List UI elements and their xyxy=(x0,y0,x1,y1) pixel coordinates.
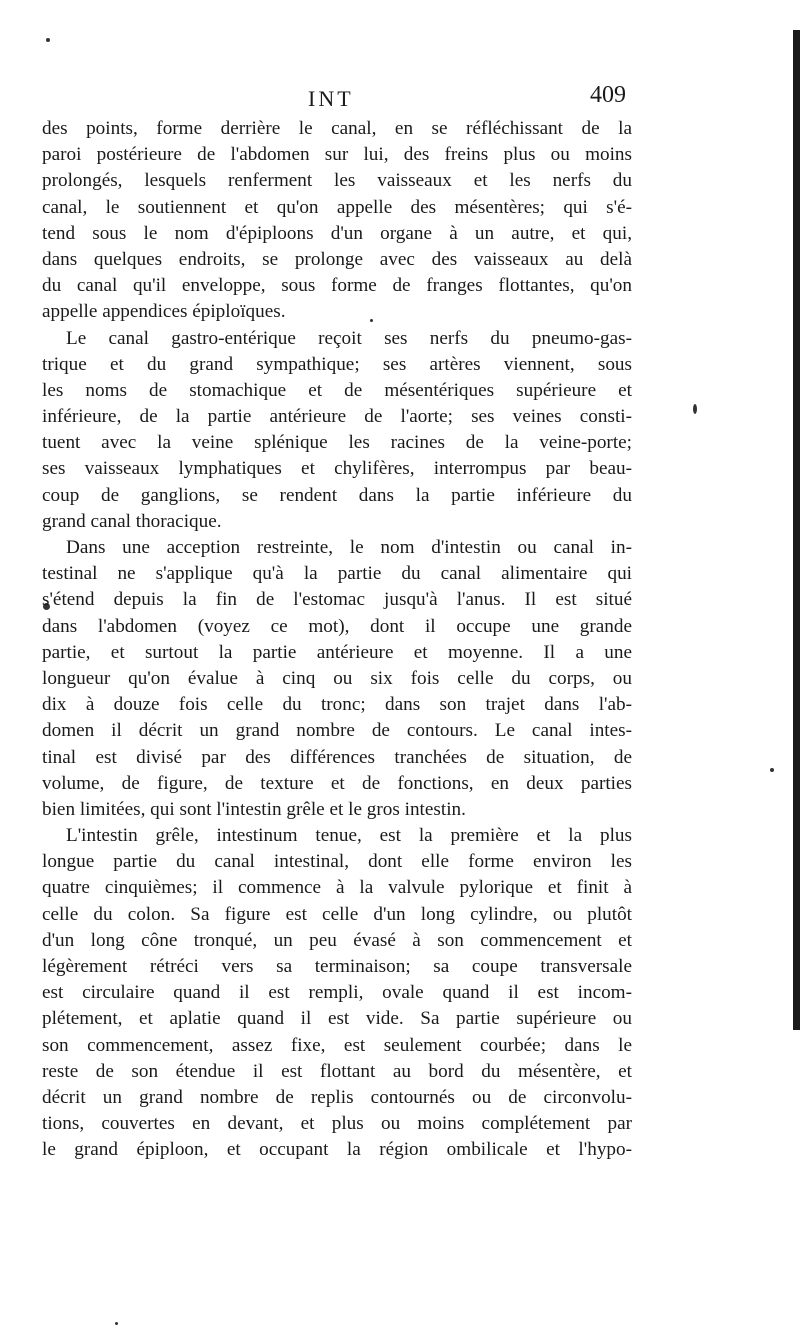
text-line: légèrement rétréci vers sa terminaison; sa coupe transversale xyxy=(42,956,632,977)
text-line: décrit un grand nombre de replis contournés ou de circonvolu- xyxy=(42,1086,632,1108)
text-line: longueur qu'on évalue à cinq ou six fois celle du corps, ou xyxy=(42,667,632,689)
text-line: dans l'abdomen (voyez ce mot), dont il occupe une grande xyxy=(42,615,632,637)
text-line: plétement, et aplatie quand il est vide. Sa partie supérieure ou xyxy=(42,1008,632,1030)
text-line: prolongés, lesquels renferment les vaisseaux et les nerfs du xyxy=(42,170,632,192)
text-line: coup de ganglions, se rendent dans la partie inférieure du xyxy=(42,484,632,506)
ink-speck xyxy=(115,1322,118,1325)
page-edge-shadow xyxy=(793,30,800,1030)
body-text xyxy=(42,116,632,1164)
text-line: canal, le soutiennent et qu'on appelle des mésentères; qui s'é- xyxy=(42,196,632,218)
text-line: partie, et surtout la partie antérieure et moyenne. Il a une xyxy=(42,641,632,663)
text-line: des points, forme derrière le canal, en se réfléchissant de la xyxy=(42,118,632,139)
text-line: quatre cinquièmes; il commence à la valvule pylorique et finit à xyxy=(42,877,632,899)
paragraph xyxy=(42,116,632,326)
text-line: bien limitées, qui sont l'intestin grêle et le gros intestin. xyxy=(42,798,466,820)
ink-speck xyxy=(693,404,697,414)
text-line: s'étend depuis la fin de l'estomac jusqu'à l'anus. Il est situé xyxy=(42,589,632,611)
text-line: tinal est divisé par des différences tranchées de situation, de xyxy=(42,746,632,768)
text-line: les noms de stomachique et de mésentériques supérieure et xyxy=(42,379,632,401)
text-line: testinal ne s'applique qu'à la partie du canal alimentaire qui xyxy=(42,563,632,585)
text-line: grand canal thoracique. xyxy=(42,510,222,532)
text-line: reste de son étendue il est flottant au bord du mésentère, et xyxy=(42,1060,632,1082)
text-line: le grand épiploon, et occupant la région ombilicale et l'hypo- xyxy=(42,1139,632,1161)
text-line: trique et du grand sympathique; ses artères viennent, sous xyxy=(42,353,632,375)
text-line: paroi postérieure de l'abdomen sur lui, des freins plus ou moins xyxy=(42,144,632,166)
paragraph xyxy=(42,823,632,1163)
text-line: est circulaire quand il est rempli, ovale quand il est incom- xyxy=(42,982,632,1004)
text-line: du canal qu'il enveloppe, sous forme de franges flottantes, qu'on xyxy=(42,275,632,297)
text-line: inférieure, de la partie antérieure de l'aorte; ses veines consti- xyxy=(42,406,632,428)
text-line: celle du colon. Sa figure est celle d'un long cylindre, ou plutôt xyxy=(42,903,632,925)
text-line: ses vaisseaux lymphatiques et chylifères, interrompus par beau- xyxy=(42,458,632,480)
page-number: 409 xyxy=(590,82,626,108)
ink-speck xyxy=(46,38,50,42)
text-line: dans quelques endroits, se prolonge avec des vaisseaux au delà xyxy=(42,248,632,270)
text-line: appelle appendices épiploïques. xyxy=(42,301,286,323)
text-line: Dans une acception restreinte, le nom d'intestin ou canal in- xyxy=(66,537,632,558)
text-line: L'intestin grêle, intestinum tenue, est la première et la plus xyxy=(66,825,632,847)
paragraph xyxy=(42,326,632,536)
text-line: Le canal gastro-entérique reçoit ses nerfs du pneumo-gas- xyxy=(66,327,632,349)
text-line: domen il décrit un grand nombre de contours. Le canal intes- xyxy=(42,720,632,742)
text-line: tuent avec la veine splénique les racines de la veine-porte; xyxy=(42,432,632,454)
text-line: longue partie du canal intestinal, dont elle forme environ les xyxy=(42,851,632,873)
text-line: dix à douze fois celle du tronc; dans son trajet dans l'ab- xyxy=(42,694,632,716)
text-line: tions, couvertes en devant, et plus ou moins complétement par xyxy=(42,1113,632,1135)
running-head: INT xyxy=(308,86,354,111)
ink-speck xyxy=(770,768,774,772)
text-line: son commencement, assez fixe, est seulement courbée; dans le xyxy=(42,1034,632,1056)
text-line: tend sous le nom d'épiploons d'un organe à un autre, et qui, xyxy=(42,222,632,244)
paragraph xyxy=(42,535,632,823)
text-line: d'un long cône tronqué, un peu évasé à son commencement et xyxy=(42,929,632,951)
page-header xyxy=(42,82,632,116)
text-line: volume, de figure, de texture et de fonctions, en deux parties xyxy=(42,772,632,794)
